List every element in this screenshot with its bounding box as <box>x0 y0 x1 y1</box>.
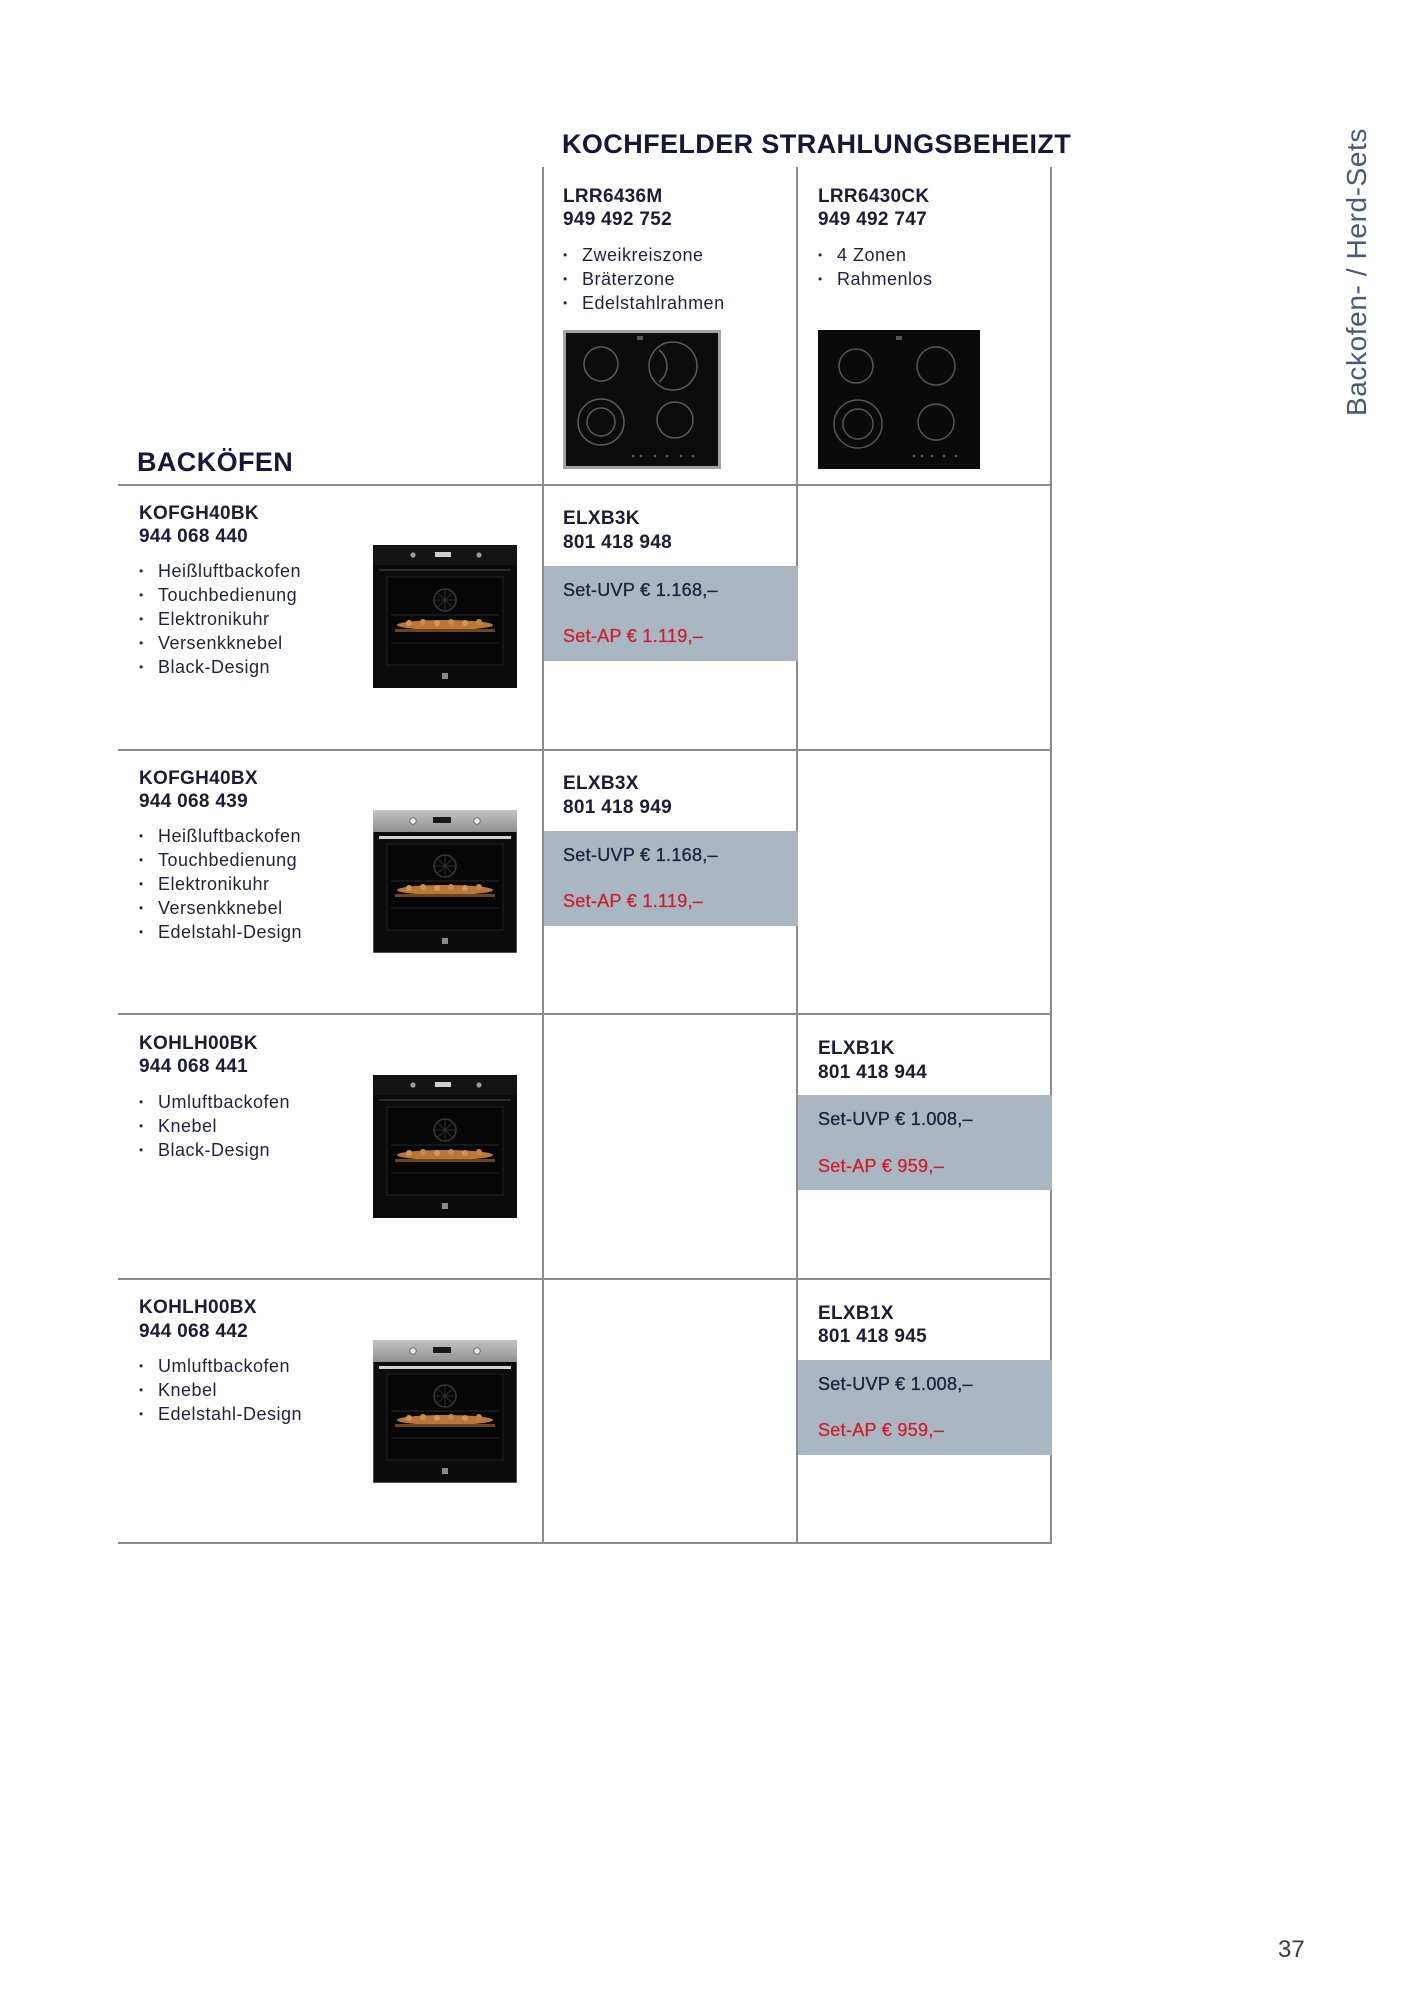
hob-feature-list <box>563 243 725 315</box>
oven-control-panel <box>373 1075 517 1095</box>
feature-item: • Umluftbackofen <box>139 1354 302 1378</box>
feature-item: • Edelstahl-Design <box>139 1402 302 1426</box>
oven-photo <box>373 810 517 958</box>
set-model: ELXB1X <box>818 1303 894 1324</box>
oven-door-window <box>387 1107 503 1195</box>
oven-door-window <box>387 1374 503 1460</box>
feature-item: • Rahmenlos <box>818 267 933 291</box>
set-ap-price: Set-AP € 959,– <box>818 1420 944 1440</box>
set-uvp-price: Set-UVP € 1.168,– <box>563 845 718 865</box>
feature-item: • Bräterzone <box>563 267 725 291</box>
feature-item: • Zweikreiszone <box>563 243 725 267</box>
oven-article-number: 944 068 442 <box>139 1321 248 1342</box>
hob-article-number: 949 492 752 <box>563 209 672 230</box>
set-article-number: 801 418 944 <box>818 1062 927 1083</box>
hob-article-number: 949 492 747 <box>818 209 927 230</box>
oven-control-panel <box>373 545 517 565</box>
side-section-title: Backofen- / Herd-Sets <box>1341 127 1372 417</box>
table-row-divider <box>118 1542 1052 1544</box>
oven-model: KOHLH00BK <box>139 1033 258 1054</box>
table-row-divider <box>118 1278 1052 1280</box>
oven-door-window <box>387 844 503 930</box>
hob-model: LRR6436M <box>563 186 663 207</box>
oven-picture <box>373 1075 517 1218</box>
set-model: ELXB3X <box>563 773 639 794</box>
oven-control-panel <box>373 810 517 832</box>
set-ap-price: Set-AP € 1.119,– <box>563 626 704 646</box>
feature-item: • Black-Design <box>139 1138 290 1162</box>
feature-item: • Edelstahl-Design <box>139 920 302 944</box>
oven-photo <box>373 1340 517 1488</box>
oven-model: KOFGH40BX <box>139 768 258 789</box>
oven-picture <box>373 545 517 688</box>
hob-photo <box>563 330 721 474</box>
feature-item: • Touchbedienung <box>139 583 301 607</box>
set-uvp-price: Set-UVP € 1.168,– <box>563 580 718 600</box>
feature-item: • Elektronikuhr <box>139 607 301 631</box>
oven-model: KOFGH40BK <box>139 503 259 524</box>
oven-picture <box>373 810 517 953</box>
table-column-divider <box>1050 167 1052 1543</box>
hob-photo <box>818 330 980 474</box>
set-uvp-price: Set-UVP € 1.008,– <box>818 1374 973 1394</box>
oven-picture <box>373 1340 517 1483</box>
hob-section-title: KOCHFELDER STRAHLUNGSBEHEIZT <box>562 129 1072 159</box>
oven-feature-list <box>139 1354 302 1426</box>
set-article-number: 801 418 949 <box>563 797 672 818</box>
oven-feature-list <box>139 824 302 944</box>
feature-item: • Umluftbackofen <box>139 1090 290 1114</box>
oven-photo <box>373 545 517 693</box>
set-uvp-price: Set-UVP € 1.008,– <box>818 1109 973 1129</box>
hob-picture <box>563 330 721 469</box>
set-ap-price: Set-AP € 1.119,– <box>563 891 704 911</box>
table-row-divider <box>118 1013 1052 1015</box>
feature-item: • Knebel <box>139 1114 290 1138</box>
set-model: ELXB1K <box>818 1038 895 1059</box>
oven-article-number: 944 068 441 <box>139 1056 248 1077</box>
oven-article-number: 944 068 439 <box>139 791 248 812</box>
oven-section-title: BACKÖFEN <box>137 447 294 477</box>
feature-item: • Versenkknebel <box>139 631 301 655</box>
hob-picture <box>818 330 980 469</box>
feature-item: • Edelstahlrahmen <box>563 291 725 315</box>
feature-item: • Touchbedienung <box>139 848 302 872</box>
set-article-number: 801 418 945 <box>818 1326 927 1347</box>
oven-feature-list <box>139 559 301 679</box>
set-ap-price: Set-AP € 959,– <box>818 1156 944 1176</box>
feature-item: • Elektronikuhr <box>139 872 302 896</box>
oven-feature-list <box>139 1090 290 1162</box>
oven-control-panel <box>373 1340 517 1362</box>
set-article-number: 801 418 948 <box>563 532 672 553</box>
oven-article-number: 944 068 440 <box>139 526 248 547</box>
feature-item: • Black-Design <box>139 655 301 679</box>
oven-door-window <box>387 577 503 665</box>
set-model: ELXB3K <box>563 508 640 529</box>
table-row-divider <box>118 749 1052 751</box>
feature-item: • 4 Zonen <box>818 243 933 267</box>
table-row-divider <box>118 484 1052 486</box>
page-number: 37 <box>1278 1936 1305 1963</box>
feature-item: • Versenkknebel <box>139 896 302 920</box>
oven-model: KOHLH00BX <box>139 1297 257 1318</box>
hob-model: LRR6430CK <box>818 186 930 207</box>
feature-item: • Knebel <box>139 1378 302 1402</box>
oven-photo <box>373 1075 517 1223</box>
feature-item: • Heißluftbackofen <box>139 824 302 848</box>
feature-item: • Heißluftbackofen <box>139 559 301 583</box>
hob-feature-list <box>818 243 933 291</box>
